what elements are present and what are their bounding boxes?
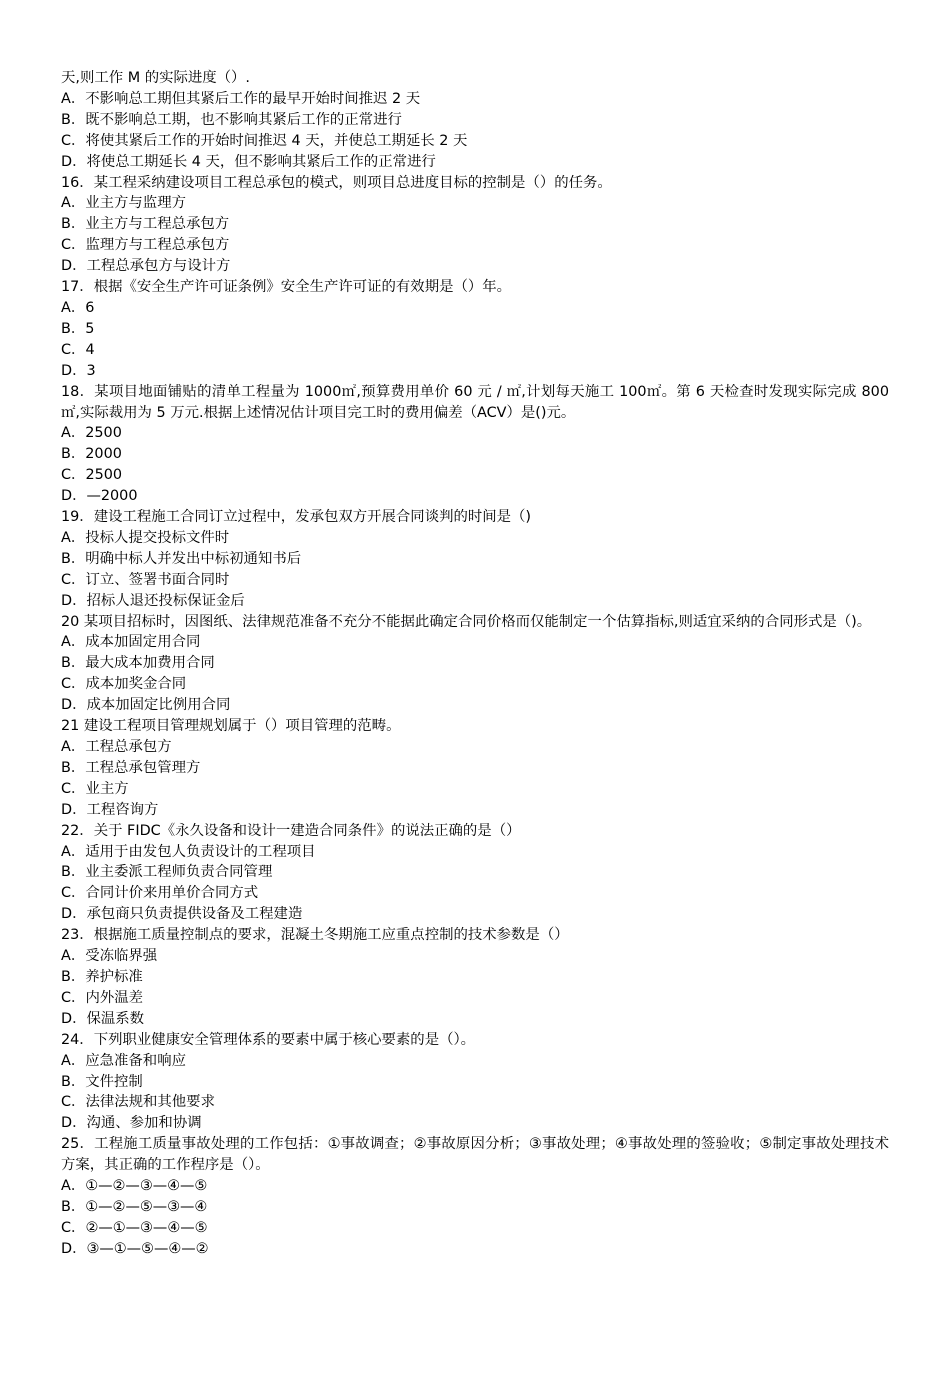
q20-option-d: D．成本加固定比例用合同: [61, 697, 231, 714]
q17-option-a: A．6: [61, 299, 95, 316]
q18-stem: 18．某项目地面铺贴的清单工程量为 1000㎡,预算费用单价 60 元 / ㎡,计划每天施工 100㎡。第 6 天检查时发现实际完成 800㎡,实际裁用为 5 万元.根据上述情况估计项目完工时的费用偏差（ACV）是()元。: [61, 383, 889, 421]
q20-stem: 20 某项目招标时，因图纸、法律规范准备不充分不能据此确定合同价格而仅能制定一个估算指标,则适宜采纳的合同形式是（)。: [61, 613, 872, 630]
q22-option-d: D．承包商只负责提供设备及工程建造: [61, 906, 303, 923]
q22-option-c: C．合同计价来用单价合同方式: [61, 885, 259, 902]
q24-stem: 24．下列职业健康安全管理体系的要素中属于核心要素的是（）。: [61, 1031, 476, 1048]
q23-option-c: C．内外温差: [61, 989, 144, 1006]
q17-stem: 17．根据《安全生产许可证条例》安全生产许可证的有效期是（）年。: [61, 279, 512, 296]
q16-stem: 16．某工程采纳建设项目工程总承包的模式，则项目总进度目标的控制是（）的任务。: [61, 174, 612, 191]
q22-option-b: B．业主委派工程师负责合同管理: [61, 864, 273, 881]
q19-option-c: C．订立、签署书面合同时: [61, 571, 230, 588]
q18-option-c: C．2500: [61, 467, 123, 484]
q21-option-a: A．工程总承包方: [61, 739, 172, 755]
q18-option-d: D．—2000: [61, 488, 138, 505]
q15-option-c: C．将使其紧后工作的开始时间推迟 4 天，并使总工期延长 2 天: [61, 132, 468, 149]
q19-option-a: A．投标人提交投标文件时: [61, 529, 230, 546]
q15-option-b: B．既不影响总工期，也不影响其紧后工作的正常进行: [61, 111, 402, 128]
q16-option-a: A．业主方与监理方: [61, 195, 186, 212]
q22-option-a: A．适用于由发包人负责设计的工程项目: [61, 843, 316, 860]
q25-option-d: D．③—①—⑤—④—②: [61, 1240, 209, 1257]
q21-option-c: C．业主方: [61, 780, 129, 797]
q17-option-c: C．4: [61, 341, 95, 358]
document-page: [61, 68, 889, 1260]
q20-option-a: A．成本加固定用合同: [61, 634, 201, 651]
q16-option-c: C．监理方与工程总承包方: [61, 237, 230, 254]
q24-option-d: D．沟通、参加和协调: [61, 1115, 202, 1132]
q24-option-b: B．文件控制: [61, 1073, 143, 1090]
q15-option-d: D．将使总工期延长 4 天，但不影响其紧后工作的正常进行: [61, 153, 436, 170]
q24-option-a: A．应急准备和响应: [61, 1052, 186, 1069]
q21-option-d: D．工程咨询方: [61, 801, 159, 818]
q25-option-c: C．②—①—③—④—⑤: [61, 1219, 208, 1236]
q15-option-a: A．不影响总工期但其紧后工作的最早开始时间推迟 2 天: [61, 90, 421, 107]
q16-option-b: B．业主方与工程总承包方: [61, 216, 230, 233]
q25-option-a: A．①—②—③—④—⑤: [61, 1178, 208, 1195]
q19-option-d: D．招标人退还投标保证金后: [61, 592, 245, 609]
q25-option-b: B．①—②—⑤—③—④: [61, 1198, 208, 1215]
q19-stem: 19．建设工程施工合同订立过程中，发承包双方开展合同谈判的时间是（): [61, 509, 532, 526]
q19-option-b: B．明确中标人并发出中标初通知书后: [61, 550, 302, 567]
q23-option-b: B．养护标准: [61, 968, 143, 985]
q16-option-d: D．工程总承包方与设计方: [61, 258, 231, 275]
q22-stem: 22．关于 FIDC《永久设备和设计一建造合同条件》的说法正确的是（）: [61, 822, 521, 839]
q21-stem: 21 建设工程项目管理规划属于（）项目管理的范畴。: [61, 718, 401, 735]
q23-option-a: A．受冻临界强: [61, 948, 158, 965]
q18-option-a: A．2500: [61, 425, 122, 442]
q21-option-b: B．工程总承包管理方: [61, 759, 201, 776]
q20-option-c: C．成本加奖金合同: [61, 676, 187, 693]
q15-stem-continued: 天,则工作 M 的实际进度（）.: [61, 70, 251, 86]
q24-option-c: C．法律法规和其他要求: [61, 1094, 215, 1111]
q17-option-d: D．3: [61, 362, 96, 379]
q23-option-d: D．保温系数: [61, 1010, 145, 1027]
q25-stem: 25．工程施工质量事故处理的工作包括：①事故调查；②事故原因分析；③事故处理；④事故处理的签验收；⑤制定事故处理技术方案，其正确的工作程序是（）。: [61, 1136, 889, 1174]
q23-stem: 23．根据施工质量控制点的要求，混凝土冬期施工应重点控制的技术参数是（）: [61, 927, 569, 944]
q17-option-b: B．5: [61, 320, 95, 337]
q18-option-b: B．2000: [61, 446, 122, 463]
q20-option-b: B．最大成本加费用合同: [61, 655, 215, 672]
